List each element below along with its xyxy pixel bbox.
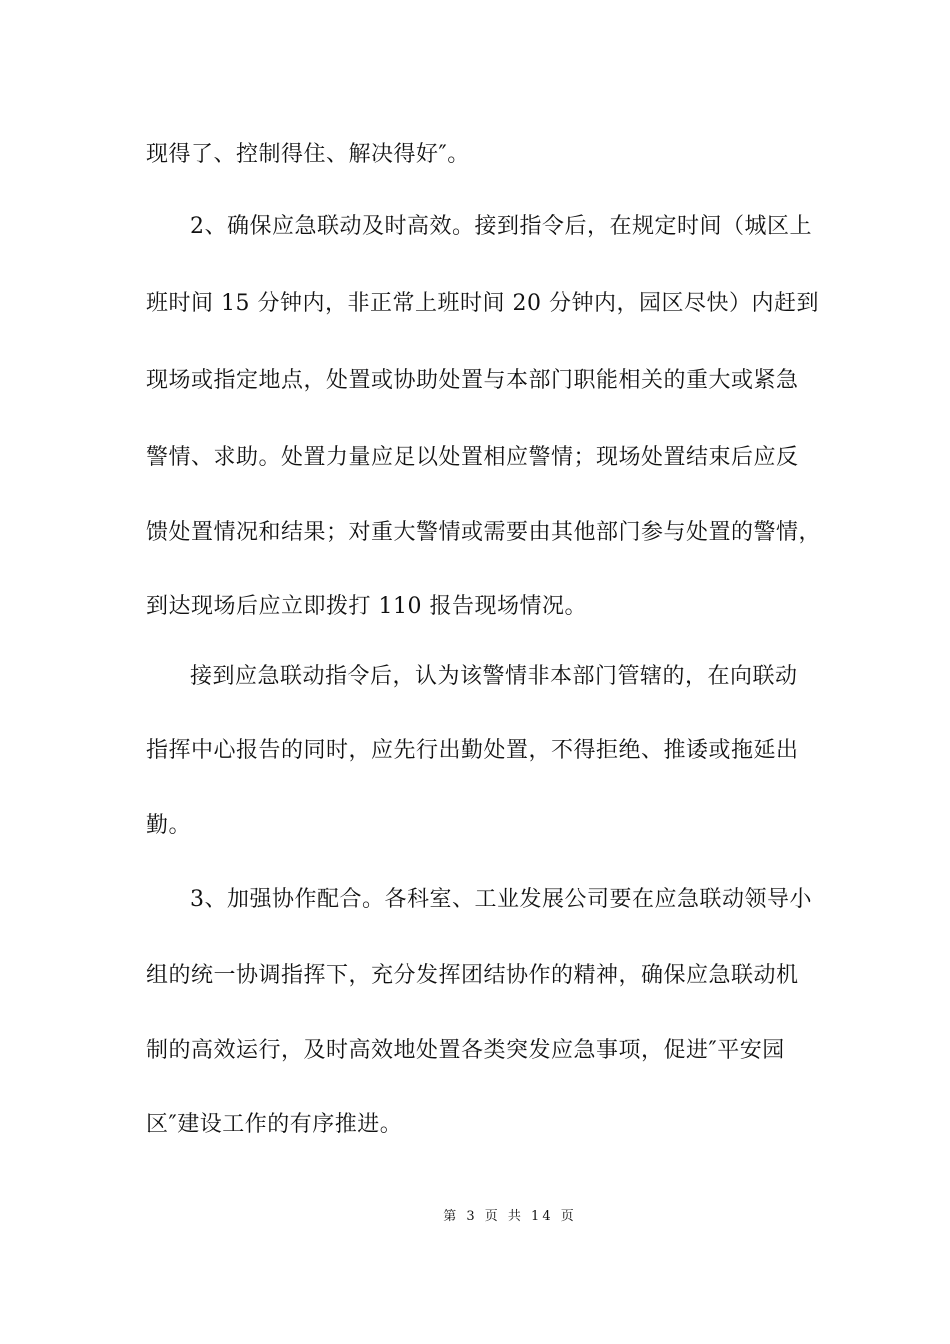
text-line: 班时间 15 分钟内，非正常上班时间 20 分钟内，园区尽快）内赶到 bbox=[146, 291, 819, 316]
text-line: 到达现场后应立即拨打 110 报告现场情况。 bbox=[146, 594, 587, 619]
text-line: 现场或指定地点，处置或协助处置与本部门职能相关的重大或紧急 bbox=[146, 368, 799, 393]
text-line: 接到应急联动指令后，认为该警情非本部门管辖的，在向联动 bbox=[190, 664, 798, 689]
text-line: 现得了、控制得住、解决得好″。 bbox=[146, 142, 470, 167]
text-line: 警情、求助。处置力量应足以处置相应警情；现场处置结束后应反 bbox=[146, 445, 799, 470]
text-line: 组的统一协调指挥下，充分发挥团结协作的精神，确保应急联动机 bbox=[146, 963, 799, 988]
text-line: 区″建设工作的有序推进。 bbox=[146, 1112, 403, 1137]
text-line: 3、加强协作配合。各科室、工业发展公司要在应急联动领导小 bbox=[190, 887, 812, 912]
text-line: 指挥中心报告的同时，应先行出勤处置，不得拒绝、推诿或拖延出 bbox=[146, 738, 799, 763]
text-line: 2、确保应急联动及时高效。接到指令后，在规定时间（城区上 bbox=[190, 214, 812, 239]
text-line: 勤。 bbox=[146, 813, 192, 838]
page-number: 第 3 页 共 14 页 bbox=[443, 1209, 577, 1224]
text-line: 馈处置情况和结果；对重大警情或需要由其他部门参与处置的警情， bbox=[146, 520, 822, 545]
text-line: 制的高效运行，及时高效地处置各类突发应急事项，促进″平安园 bbox=[146, 1038, 785, 1063]
